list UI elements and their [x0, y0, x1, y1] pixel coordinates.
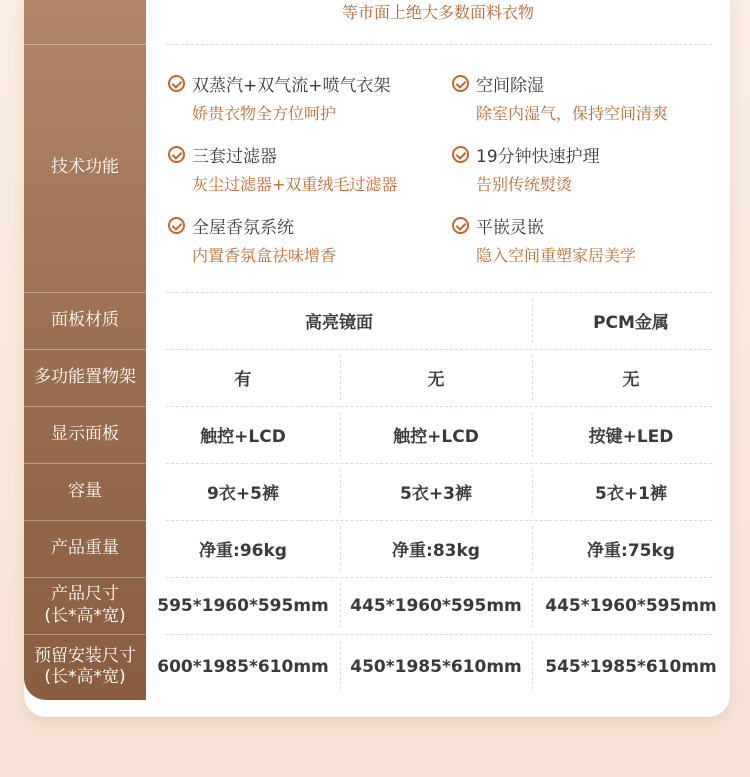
capacity-value: 5衣+3裤 [400, 484, 472, 504]
divider [532, 526, 533, 571]
feature-title: 全屋香氛系统 [192, 218, 294, 238]
shelf-label: 多功能置物架 [34, 366, 136, 387]
feature-item [168, 71, 391, 124]
display-panel-value: 触控+LCD [393, 427, 479, 447]
install-size-label-sub: (长*高*宽) [44, 667, 126, 687]
feature-desc: 除室内湿气，保持空间清爽 [476, 104, 669, 123]
feature-item [452, 142, 600, 195]
divider [340, 642, 341, 690]
product-size-value: 595*1960*595mm [157, 595, 329, 616]
capacity-label: 容量 [68, 480, 102, 501]
capacity-value: 9衣+5裤 [207, 484, 279, 504]
panel-material-label: 面板材质 [51, 309, 119, 330]
product-size-label [24, 577, 146, 634]
panel-material-value: 高亮镜面 [305, 313, 373, 333]
display-panel-value: 触控+LCD [200, 427, 286, 447]
feature-title: 19分钟快速护理 [476, 147, 600, 167]
divider [340, 412, 341, 457]
install-size-value: 545*1985*610mm [545, 657, 717, 677]
divider [340, 355, 341, 400]
divider [340, 583, 341, 628]
install-size-label-main: 预留安装尺寸 [34, 645, 136, 666]
spec-card [24, 0, 730, 717]
capacity-value: 5衣+1裤 [595, 484, 667, 504]
feature-desc: 隐入空间重塑家居美学 [476, 246, 637, 265]
tech-features-label: 技术功能 [51, 157, 119, 178]
weight-value: 净重:96kg [199, 541, 287, 561]
shelf-value: 无 [622, 370, 640, 390]
product-size-label-sub: (长*高*宽) [44, 605, 126, 626]
feature-item [452, 71, 668, 124]
product-size-value: 445*1960*595mm [350, 595, 522, 616]
divider [340, 469, 341, 514]
product-size-value: 445*1960*595mm [545, 595, 717, 616]
divider [532, 355, 533, 400]
feature-item [168, 213, 336, 266]
feature-title: 双蒸汽+双气流+喷气衣架 [192, 76, 391, 96]
weight-label: 产品重量 [51, 537, 119, 558]
check-circle-icon [168, 146, 185, 163]
divider [532, 412, 533, 457]
check-circle-icon [452, 217, 469, 234]
feature-title: 空间除湿 [476, 76, 544, 96]
display-panel-value: 按键+LED [588, 427, 674, 447]
feature-desc: 灰尘过滤器+双重绒毛过滤器 [192, 175, 398, 194]
divider [532, 298, 533, 343]
feature-title: 三套过滤器 [192, 147, 277, 167]
feature-item [168, 142, 397, 195]
shelf-value: 无 [427, 370, 445, 390]
display-panel-label: 显示面板 [51, 423, 119, 444]
divider [166, 44, 712, 45]
check-circle-icon [452, 75, 469, 92]
check-circle-icon [168, 217, 185, 234]
install-size-label [24, 634, 146, 700]
fabric-note: 等市面上绝大多数面料衣物 [341, 3, 534, 22]
divider [532, 583, 533, 628]
weight-value: 净重:83kg [392, 541, 480, 561]
divider [340, 526, 341, 571]
panel-material-value: PCM金属 [593, 313, 669, 333]
feature-item [452, 213, 636, 266]
feature-title: 平嵌灵嵌 [476, 218, 544, 238]
divider [532, 642, 533, 690]
install-size-value: 450*1985*610mm [350, 657, 522, 677]
product-size-label-main: 产品尺寸 [51, 584, 119, 605]
divider [532, 469, 533, 514]
feature-desc: 告别传统熨烫 [476, 175, 573, 194]
shelf-value: 有 [234, 370, 252, 390]
feature-desc: 娇贵衣物全方位呵护 [192, 104, 337, 123]
install-size-value: 600*1985*610mm [157, 657, 329, 677]
check-circle-icon [168, 75, 185, 92]
weight-value: 净重:75kg [587, 541, 675, 561]
feature-desc: 内置香氛盒祛味增香 [192, 246, 337, 265]
check-circle-icon [452, 146, 469, 163]
